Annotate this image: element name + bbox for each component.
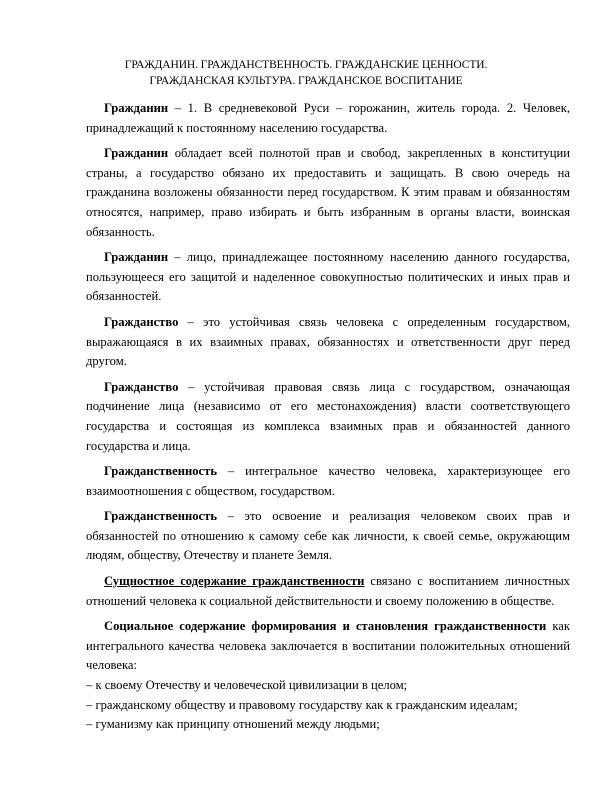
paragraph-citizen-rights xyxy=(86,144,570,242)
term-social-content: Социальное содержание формирования и становления гражданственности xyxy=(104,619,547,634)
document-title-line-2: ГРАЖДАНСКАЯ КУЛЬТУРА. ГРАЖДАНСКОЕ ВОСПИТАНИЕ xyxy=(149,75,463,87)
paragraph-citizenship-bond xyxy=(86,313,570,372)
list-item: – гуманизму как принципу отношений между людьми; xyxy=(86,717,380,732)
paragraph-essential-content xyxy=(86,572,570,611)
term-citizen: Гражданин xyxy=(104,146,169,161)
paragraph-citizenship-legal xyxy=(86,378,570,456)
term-civic-mindedness: Гражданственность xyxy=(104,509,217,524)
paragraph-citizen-person xyxy=(86,248,570,307)
paragraph-text: – лицо, принадлежащее постоянному населению данного государства, пользующееся его защитой и наделенное совокупностью политических и иных прав и обязанностей. xyxy=(86,250,570,304)
paragraph-text: – устойчивая правовая связь лица с государством, означающая подчинение лица (независимо от его местонахождения) власти соответствующего государства и состоящая из комплекса взаимных прав и обязанностей данного государства и лица. xyxy=(86,379,570,453)
paragraph-text: – интегральное качество человека, характеризующее его взаимоотношения с обществом, государством. xyxy=(86,464,570,498)
paragraph-civic-realization xyxy=(86,507,570,566)
term-citizenship: Гражданство xyxy=(104,314,179,329)
document-title-line-1: ГРАЖДАНИН. ГРАЖДАНСТВЕННОСТЬ. ГРАЖДАНСКИЕ ЦЕННОСТИ. xyxy=(124,59,488,71)
document-body xyxy=(86,99,570,735)
paragraph-social-content xyxy=(86,617,570,676)
paragraph-text: связано с воспитанием личностных отношений человека к социальной действительности и своему положению в обществе. xyxy=(86,574,570,608)
paragraph-civic-quality xyxy=(86,462,570,501)
list-item: – гражданскому обществу и правовому государству как к гражданским идеалам; xyxy=(86,697,518,712)
paragraph-text: – это освоение и реализация человеком своих прав и обязанностей по отношению к самому себе как личности, к своей семье, окружающим людям, обществу, Отечеству и планете Земля. xyxy=(86,509,570,563)
term-essential-content: Сущностное содержание гражданственности xyxy=(104,574,365,589)
paragraph-text: обладает всей полнотой прав и свобод, закрепленных в конституции страны, а государство обязано их предоставить и защищать. В свою очередь на гражданина возложены обязанности перед государством. К этим правам и обязанностям относятся, например, право избирать и быть избранным в органы власти, воинская обязанность. xyxy=(86,146,570,239)
term-civic-mindedness: Гражданственность xyxy=(104,464,217,479)
paragraph-text: – 1. В средневековой Руси – горожанин, житель города. 2. Человек, принадлежащий к постоянному населению государства. xyxy=(86,101,570,135)
paragraph-citizen-definition xyxy=(86,99,570,138)
term-citizen: Гражданин xyxy=(104,250,169,265)
term-citizen: Гражданин xyxy=(104,101,169,115)
list-item: – к своему Отечеству и человеческой цивилизации в целом; xyxy=(86,678,408,693)
paragraph-text: как интегрального качества человека заключается в воспитании положительных отношений человека: xyxy=(86,619,570,673)
term-citizenship: Гражданство xyxy=(104,379,179,394)
paragraph-text: – это устойчивая связь человека с определенным государством, выражающаяся в их взаимных правах, обязанностях и ответственности друг перед другом. xyxy=(86,314,570,369)
